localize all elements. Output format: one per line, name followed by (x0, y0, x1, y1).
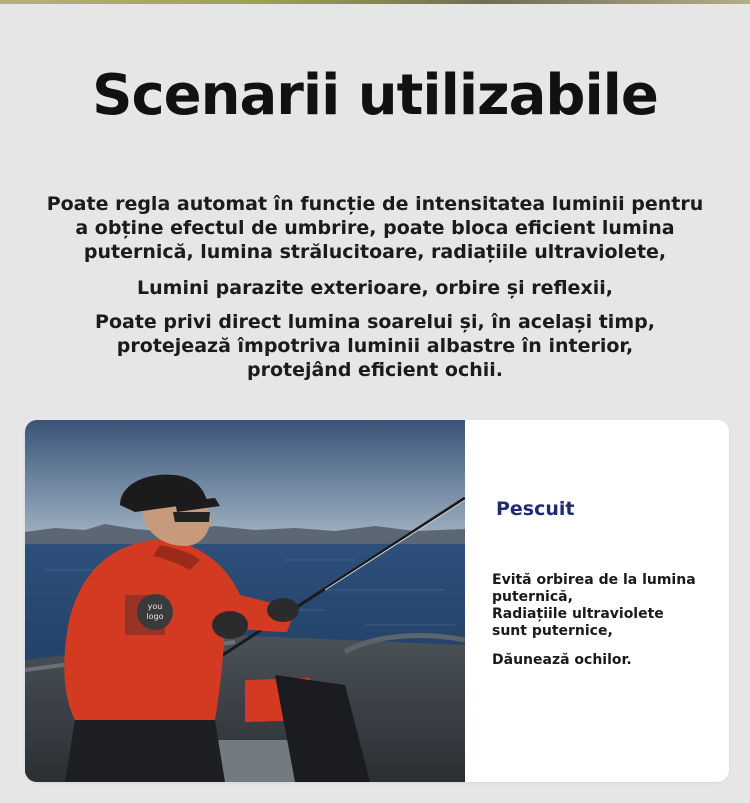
scenario-info-panel (465, 420, 729, 782)
description-line: puternică, lumina strălucitoare, radiațiile ultraviolete, (83, 241, 667, 263)
logo-text-line: you (147, 602, 163, 611)
description-paragraph-2: Lumini parazite exterioare, orbire și reflexii, (137, 277, 613, 299)
page-title: Scenarii utilizabile (92, 63, 658, 128)
description-line: Poate regla automat în funcție de intensitatea luminii pentru (46, 193, 704, 215)
description-line: Poate privi direct lumina soarelui și, în același timp, (95, 311, 655, 333)
scenario-card-fishing (25, 420, 729, 782)
scenario-description (492, 572, 727, 669)
description-paragraph-1 (40, 192, 710, 264)
scenario-title: Pescuit (496, 498, 575, 520)
dark-pants (65, 720, 225, 782)
logo-text-line: logo (146, 612, 164, 621)
description-line: a obține efectul de umbrire, poate bloca eficient lumina (75, 217, 675, 239)
scenario-line: Radiațiile ultraviolete (492, 606, 664, 622)
glove (267, 598, 299, 622)
sky (25, 420, 465, 545)
scenario-line: puternică, (492, 589, 573, 605)
description-paragraph-3 (40, 310, 710, 382)
description-line: protejează împotriva luminii albastre în interior, (116, 335, 634, 357)
scenario-line: sunt puternice, (492, 623, 613, 639)
scenario-line: Evită orbirea de la lumina (492, 572, 696, 588)
fisherman-photo (25, 420, 465, 782)
scenario-line: Dăunează ochilor. (492, 652, 632, 668)
top-accent-strip (0, 0, 750, 4)
sunglasses (173, 512, 210, 522)
description-line: protejând eficient ochii. (246, 359, 503, 381)
